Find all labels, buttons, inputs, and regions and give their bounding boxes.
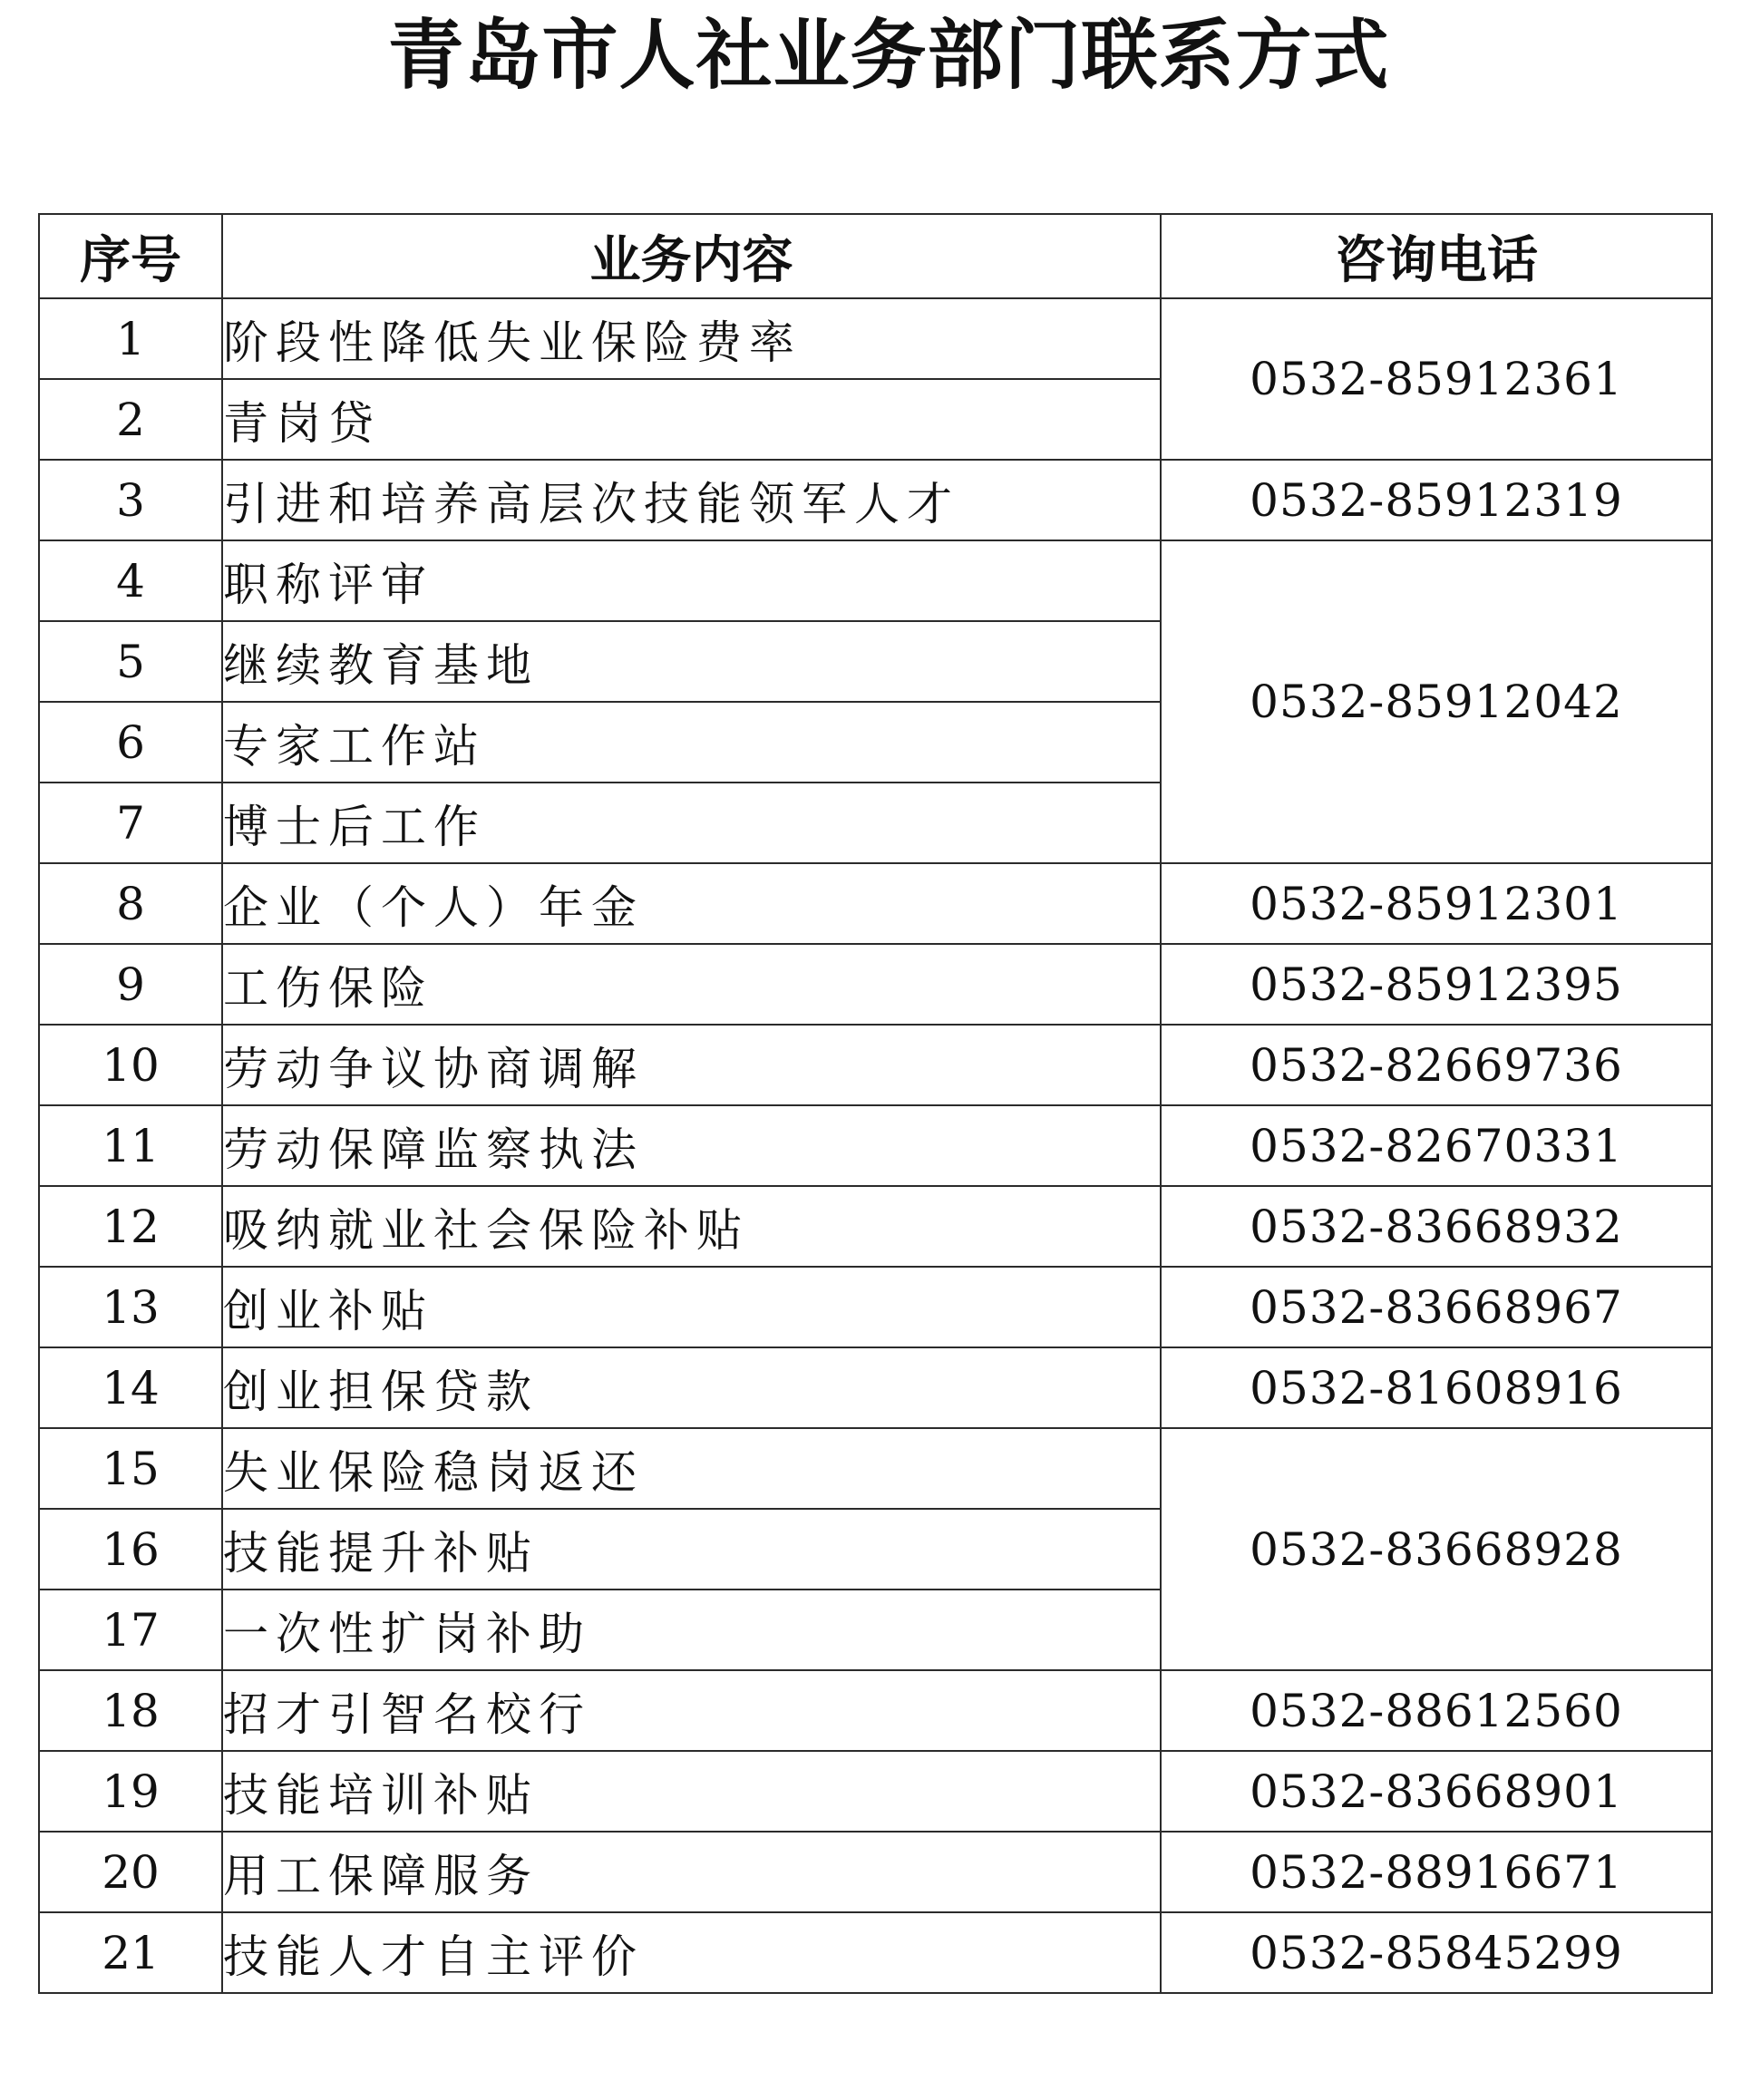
row-content: 用工保障服务 <box>222 1832 1161 1912</box>
row-phone: 0532-85912319 <box>1161 460 1712 540</box>
table-row <box>39 298 1712 379</box>
row-content: 阶段性降低失业保险费率 <box>222 298 1161 379</box>
table-row <box>39 1428 1712 1509</box>
row-phone: 0532-85912301 <box>1161 863 1712 944</box>
row-seq: 5 <box>39 621 222 702</box>
row-phone: 0532-85912395 <box>1161 944 1712 1025</box>
row-seq: 12 <box>39 1186 222 1267</box>
contacts-table <box>38 213 1713 1994</box>
table-row <box>39 1347 1712 1428</box>
row-content: 吸纳就业社会保险补贴 <box>222 1186 1161 1267</box>
table-row <box>39 540 1712 621</box>
row-seq: 10 <box>39 1025 222 1105</box>
row-content: 专家工作站 <box>222 702 1161 783</box>
row-seq: 19 <box>39 1751 222 1832</box>
row-seq: 2 <box>39 379 222 460</box>
header-seq: 序号 <box>39 214 222 298</box>
row-seq: 9 <box>39 944 222 1025</box>
table-row <box>39 1751 1712 1832</box>
row-seq: 21 <box>39 1912 222 1993</box>
row-content: 企业（个人）年金 <box>222 863 1161 944</box>
row-seq: 7 <box>39 783 222 863</box>
row-content: 劳动争议协商调解 <box>222 1025 1161 1105</box>
table-header <box>39 214 1712 298</box>
row-content: 一次性扩岗补助 <box>222 1590 1161 1670</box>
header-content: 业务内容 <box>222 214 1161 298</box>
row-phone: 0532-85912042 <box>1161 540 1712 863</box>
row-content: 技能人才自主评价 <box>222 1912 1161 1993</box>
row-phone: 0532-85912361 <box>1161 298 1712 460</box>
row-phone: 0532-83668928 <box>1161 1428 1712 1670</box>
row-content: 创业担保贷款 <box>222 1347 1161 1428</box>
row-phone: 0532-83668932 <box>1161 1186 1712 1267</box>
row-phone: 0532-83668967 <box>1161 1267 1712 1347</box>
row-phone: 0532-88916671 <box>1161 1832 1712 1912</box>
row-phone: 0532-85845299 <box>1161 1912 1712 1993</box>
row-phone: 0532-82670331 <box>1161 1105 1712 1186</box>
row-seq: 11 <box>39 1105 222 1186</box>
row-content: 青岗贷 <box>222 379 1161 460</box>
table-row <box>39 1267 1712 1347</box>
table-row <box>39 1832 1712 1912</box>
row-seq: 17 <box>39 1590 222 1670</box>
header-row <box>39 214 1712 298</box>
row-phone: 0532-81608916 <box>1161 1347 1712 1428</box>
table-row <box>39 1025 1712 1105</box>
row-seq: 8 <box>39 863 222 944</box>
row-phone: 0532-83668901 <box>1161 1751 1712 1832</box>
row-seq: 16 <box>39 1509 222 1590</box>
table-row <box>39 944 1712 1025</box>
row-seq: 20 <box>39 1832 222 1912</box>
row-content: 失业保险稳岗返还 <box>222 1428 1161 1509</box>
table-body <box>39 298 1712 1993</box>
table-row <box>39 1670 1712 1751</box>
row-content: 技能提升补贴 <box>222 1509 1161 1590</box>
row-seq: 15 <box>39 1428 222 1509</box>
header-phone: 咨询电话 <box>1161 214 1712 298</box>
row-seq: 14 <box>39 1347 222 1428</box>
table-row <box>39 863 1712 944</box>
row-content: 创业补贴 <box>222 1267 1161 1347</box>
page-title: 青岛市人社业务部门联系方式 <box>387 11 1390 100</box>
row-content: 招才引智名校行 <box>222 1670 1161 1751</box>
table-row <box>39 1105 1712 1186</box>
row-content: 引进和培养高层次技能领军人才 <box>222 460 1161 540</box>
row-content: 技能培训补贴 <box>222 1751 1161 1832</box>
row-seq: 3 <box>39 460 222 540</box>
row-seq: 4 <box>39 540 222 621</box>
table-row <box>39 1912 1712 1993</box>
row-content: 职称评审 <box>222 540 1161 621</box>
row-content: 继续教育基地 <box>222 621 1161 702</box>
row-phone: 0532-88612560 <box>1161 1670 1712 1751</box>
row-seq: 13 <box>39 1267 222 1347</box>
table-row <box>39 1186 1712 1267</box>
row-content: 工伤保险 <box>222 944 1161 1025</box>
row-phone: 0532-82669736 <box>1161 1025 1712 1105</box>
row-seq: 1 <box>39 298 222 379</box>
row-content: 博士后工作 <box>222 783 1161 863</box>
row-content: 劳动保障监察执法 <box>222 1105 1161 1186</box>
table-row <box>39 460 1712 540</box>
row-seq: 6 <box>39 702 222 783</box>
row-seq: 18 <box>39 1670 222 1751</box>
